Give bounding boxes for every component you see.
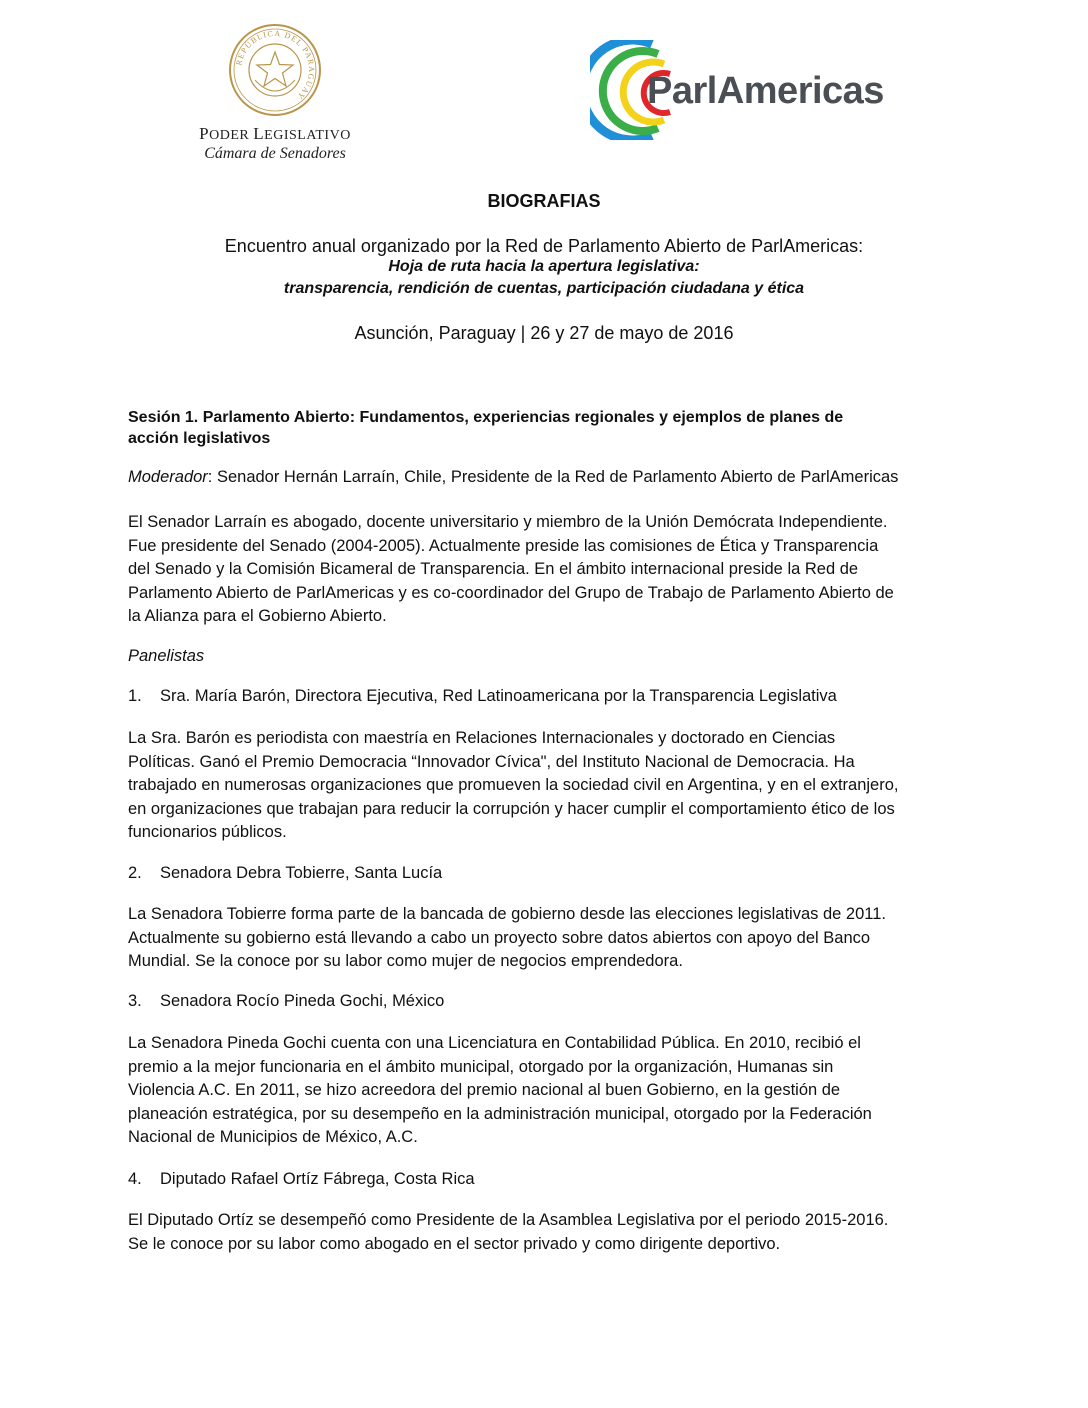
moderator-line: [128, 466, 963, 490]
panelist-1-bio: La Sra. Barón es periodista con maestría en Relaciones Internacionales y doctorado en Ciencias Políticas. Ganó el Premio Democracia “Innovador Cívica", del Instituto Nacional de Democracia. Ha trabajado en numerosas organizaciones que promueven la sociedad civil en Argentina, y en el extranjero, en organizaciones que trabajan para reducir la corrupción y hacer cumplir el comportamiento ético de los funcionarios públicos.: [128, 729, 899, 841]
panelist-1-name: 1. Sra. María Barón, Directora Ejecutiva, Red Latinoamericana por la Transparencia Legislativa: [128, 687, 837, 705]
place-and-date: Asunción, Paraguay | 26 y 27 de mayo de 2016: [354, 323, 734, 343]
parlamericas-logo-text: ParlAmericas: [647, 70, 884, 112]
panelist-2-bio: La Senadora Tobierre forma parte de la bancada de gobierno desde las elecciones legislativas de 2011. Actualmente su gobierno está llevando a cabo un proyecto sobre datos abiertos con apoyo del Banco Mundial. Se la conoce por su labor como mujer de negocios emprendedora.: [128, 905, 886, 970]
panelist-4-bio: El Diputado Ortíz se desempeñó como Presidente de la Asamblea Legislativa por el periodo 2015-2016. Se le conoce por su labor como abogado en el sector privado y como dirigente deportivo.: [128, 1211, 889, 1253]
moderator-text: : Senador Hernán Larraín, Chile, Presidente de la Red de Parlamento Abierto de ParlAmericas: [207, 468, 899, 486]
panelist-2-name: 2. Senadora Debra Tobierre, Santa Lucía: [128, 864, 443, 882]
event-intro: Encuentro anual organizado por la Red de Parlamento Abierto de ParlAmericas:: [224, 236, 864, 256]
event-subtitle-line2: transparencia, rendición de cuentas, participación ciudadana y ética: [283, 280, 805, 297]
session-heading: Sesión 1. Parlamento Abierto: Fundamentos, experiencias regionales y ejemplos de planes de acción legislativos: [128, 409, 844, 447]
panelists-heading: Panelistas: [128, 647, 205, 665]
org-name-line2: Cámara de Senadores: [204, 145, 346, 162]
event-subtitle-line1: Hoja de ruta hacia la apertura legislativa:: [388, 258, 700, 275]
paraguay-seal-logo: [227, 22, 323, 118]
moderator-bio: El Senador Larraín es abogado, docente universitario y miembro de la Unión Demócrata Independiente. Fue presidente del Senado (2004-2005). Actualmente preside las comisiones de Ética y Transparencia del Senado y la Comisión Bicameral de Transparencia. En el ámbito internacional preside la Red de Parlamento Abierto de ParlAmericas y es co-coordinador del Grupo de Trabajo de Parlamento Abierto de la Alianza para el Gobierno Abierto.: [128, 513, 894, 625]
seal-ring-text: REPÚBLICA DEL PARAGUAY: [234, 28, 317, 102]
panelist-4-name: 4. Diputado Rafael Ortíz Fábrega, Costa Rica: [128, 1170, 475, 1188]
panelist-3-name: 3. Senadora Rocío Pineda Gochi, México: [128, 992, 445, 1010]
document-title: BIOGRAFIAS: [487, 191, 601, 211]
moderator-label: Moderador: [128, 468, 208, 486]
senate-seal-block: [180, 22, 370, 163]
panelist-3-bio: La Senadora Pineda Gochi cuenta con una Licenciatura en Contabilidad Pública. En 2010, recibió el premio a la mejor funcionaria en el ámbito municipal, otorgado por la organización, Humanas sin Violencia A.C. En 2011, se hizo acreedora del premio nacional al buen Gobierno, en la gestión de planeación estratégica, por su desempeño en la administración municipal, otorgado por la Federación Nacional de Municipios de México, A.C.: [128, 1034, 872, 1146]
org-name-line1: PODER LEGISLATIVO: [199, 124, 351, 143]
